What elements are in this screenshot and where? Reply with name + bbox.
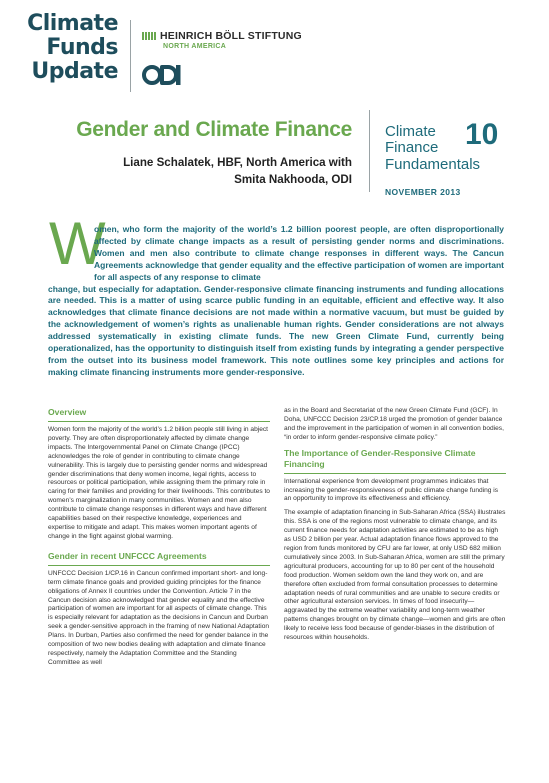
author-line-1: Liane Schalatek, HBF, North America with bbox=[123, 156, 352, 169]
logo-line-2: Funds bbox=[46, 35, 118, 60]
author-line-2: Smita Nakhooda, ODI bbox=[234, 173, 352, 186]
heading-unfccc: Gender in recent UNFCCC Agreements bbox=[48, 550, 207, 561]
intro-paragraph-continued: change, but especially for adaptation. Gender-responsive climate financing instruments and funding allocations are needed. This is a matter of using scarce public funding in an equitable, efficient and effective way. It also acknowledges that climate finance decisions are not made within a normative vacuum, but must be guided by the acknowledgement of women’s rights as unalienable human rights. Gender considerations are not always addressed systematically in existing climate funds. The new Green Climate Fund, currently being operationalized, has the opportunity to distinguish itself from existing funds by integrating a gender perspective from the outset into its business model framework. This note outlines some key principles and actions for making climate financing instruments more gender-responsive. bbox=[48, 283, 504, 377]
odi-logo-icon bbox=[142, 64, 184, 86]
hbs-name: HEINRICH BÖLL STIFTUNG bbox=[160, 30, 302, 42]
title-divider bbox=[369, 110, 370, 192]
heading-overview: Overview bbox=[48, 407, 87, 417]
hbs-subtitle: NORTH AMERICA bbox=[163, 43, 227, 50]
series-line-2: Finance bbox=[385, 139, 439, 156]
logo-line-3: Update bbox=[31, 59, 118, 84]
logo-line-1: Climate bbox=[27, 11, 118, 36]
series-line-3: Fundamentals bbox=[385, 156, 481, 173]
header-divider bbox=[130, 20, 131, 92]
publication-date: NOVEMBER 2013 bbox=[385, 187, 461, 197]
heading-rule bbox=[284, 473, 506, 474]
series-line-1: Climate bbox=[385, 123, 436, 140]
document-title: Gender and Climate Finance bbox=[76, 118, 352, 141]
series-number: 10 bbox=[465, 118, 499, 151]
intro-dropcap: W bbox=[49, 210, 106, 277]
intro-paragraph-start: omen, who form the majority of the world’s 1.2 billion poorest people, are often disproportionally affected by climate change impacts as a result of persisting gender norms and discriminations. Women and men also contribute to climate change responses in different ways. The Cancun Agreements acknowledge that gender equality and the effective participation of women are important for all aspects of any response to climate bbox=[94, 224, 504, 282]
heading-rule bbox=[48, 565, 270, 566]
unfccc-paragraph-continued: as in the Board and Secretariat of the new Green Climate Fund (GCF). In Doha, UNFCCC Decision 23/CP.18 urged the promotion of gender balance and the improvement in the participation of women in all convention bodies, “in order to inform gender-responsive climate policy.” bbox=[284, 407, 504, 441]
right-column bbox=[284, 407, 506, 648]
heading-gender-responsive: The Importance of Gender-Responsive Climate Financing bbox=[284, 447, 476, 469]
hbs-logo-mark-icon bbox=[142, 32, 156, 40]
left-column bbox=[48, 407, 270, 673]
author-block bbox=[90, 154, 352, 188]
importance-paragraph-1: International experience from development programmes indicates that increasing the gender-responsiveness of public climate change funding is an opportunity to improve its effectiveness and efficiency. bbox=[284, 477, 499, 503]
series-name bbox=[385, 124, 438, 156]
climate-funds-update-logo bbox=[18, 12, 118, 84]
unfccc-paragraph: UNFCCC Decision 1/CP.16 in Cancun confirmed important short- and long-term climate finance goals and provided guiding principles for the finance obligations of Annex II countries under the Convention. Article 7 in the Cancun decision also acknowledged that gender equality and the effective participation of women are important for all aspects of climate change. This is especially relevant for adaptation as the decisions in Cancun and Durban seek a gender-sensitive approach in the framing of new National Adaptation Plans. In Durban, Parties also confirmed the need for gender balance in the composition of two new bodies dealing with adaptation and climate finance respectively, namely the Adaptation Committee and the Standing Committee as well bbox=[48, 569, 270, 666]
importance-paragraph-2: The example of adaptation financing in Sub-Saharan Africa (SSA) illustrates this. SSA is one of the regions most vulnerable to climate change, and its current finance needs for adaptation activities are estimated to be as high as USD 2 billion per year. Actual adaptation finance flows approved to the region from funds monitored by CFU are far lower, at only USD 682 million cumulatively since 2003. In Sub-Saharan Africa, women are still the primary agricultural producers, accounting for up to 80 per cent of the household food production. Women seldom own the land they work on, and are therefore often excluded from formal consultation processes to determine adaptation needs of rural communities and are unable to secure credits or other agricultural extension services. In times of food insecurity—aggravated by the extreme weather variability and long-term weather patterns changes brought on by climate change—women and girls are often likely to receive less food because of gender-biases in the distribution of resources within households. bbox=[284, 509, 506, 642]
heading-rule bbox=[48, 421, 270, 422]
overview-paragraph: Women form the majority of the world’s 1.2 billion people still living in abject poverty. They are often disproportionately affected by climate change impacts. The Intergovernmental Panel on Climate Change (IPCC) acknowledges the role of gender in contributing to climate change vulnerability. This is largely due to persisting gender norms and widespread gender discriminations that deny women income, legal rights, access to resources or political participation, while assigning them the primary role in caring for their families and providing for their livelihoods. This contributes to women’s marginalization in many communities. Women and men also contribute to climate change responses in different ways and have different capabilities based on their respective knowledge, experiences and expertise to mitigate and adapt. This makes women important agents of change in the fight against global warming. bbox=[48, 426, 270, 540]
